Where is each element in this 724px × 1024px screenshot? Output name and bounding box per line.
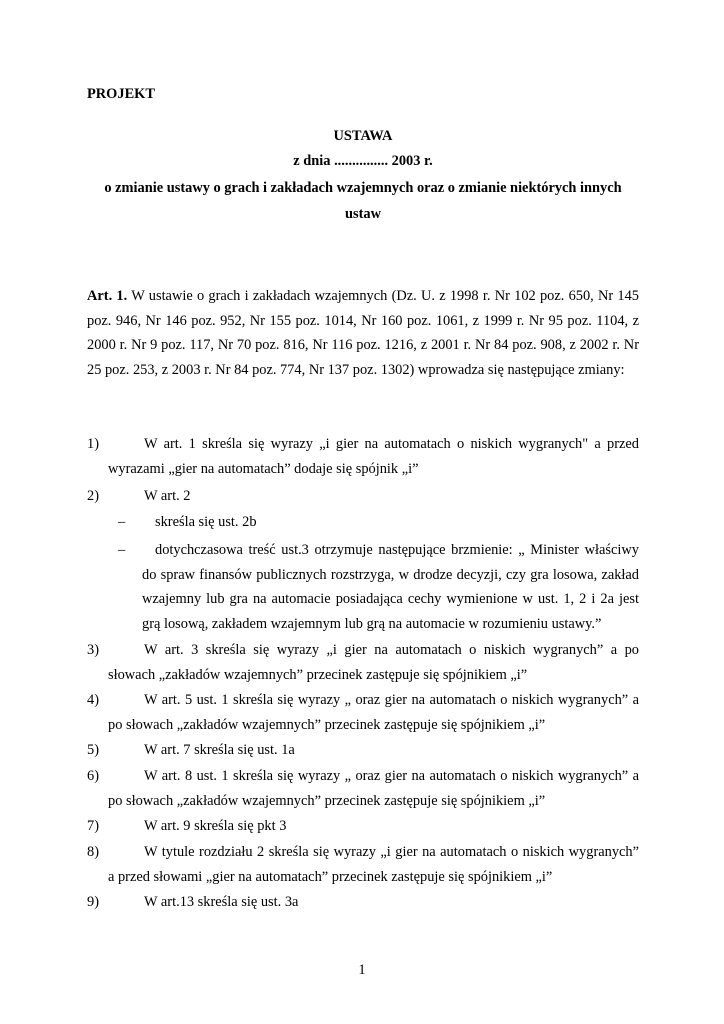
item-text-continued: po słowach „zakładów wzajemnych” przecinek zastępuje się spójnikiem „i” <box>108 792 546 809</box>
sub-item-text: skreśla się ust. 2b <box>155 514 257 530</box>
sub-item-text-continued: wzajemny lub gra na automacie posiadająca cechy wymienione w ust. 1, 2 i 2a jest <box>142 591 639 608</box>
item-text-continued: po słowach „zakładów wzajemnych” przecinek zastępuje się spójnikiem „i” <box>108 716 546 733</box>
item-number: 4) <box>87 692 99 708</box>
item-number: 9) <box>87 894 99 910</box>
dash-marker: – <box>118 514 126 530</box>
dash-marker: – <box>118 542 126 558</box>
item-text: W art. 2 <box>144 488 191 504</box>
list-item <box>87 840 639 889</box>
sub-list-item <box>118 510 639 535</box>
document-subtitle-line1: o zmianie ustawy o grach i zakładach wzajemnych oraz o zmianie niektórych innych <box>104 180 622 196</box>
sub-item-text-continued: do spraw finansów publicznych rozstrzyga, w drodze decyzji, czy gra losowa, zakład <box>142 566 639 583</box>
item-text: W art. 9 skreśla się pkt 3 <box>144 818 287 834</box>
list-item <box>87 764 639 813</box>
item-number: 2) <box>87 488 99 504</box>
document-date: z dnia ............... 2003 r. <box>293 153 433 169</box>
item-text: W art. 7 skreśla się ust. 1a <box>144 742 295 758</box>
page-number: 1 <box>358 962 366 978</box>
article-1-text: W ustawie o grach i zakładach wzajemnych (Dz. U. z 1998 r. Nr 102 poz. 650, Nr 145 poz. 946, Nr 146 poz. 952, Nr 155 poz. 1014, Nr 160 poz. 1061, z 1999 r. Nr 95 poz. 1104, z 2000 r. Nr 9 poz. 117, Nr 70 poz. 816, Nr 116 poz. 1216, z 2001 r. Nr 84 poz. 908, z 2002 r. Nr 25 poz. 253, z 2003 r. Nr 84 poz. 774, Nr 137 poz. 1302) wprowadza się następujące zmiany: <box>87 288 640 378</box>
sub-item-text: dotychczasowa treść ust.3 otrzymuje następujące brzmienie: „ Minister właściwy <box>155 542 639 558</box>
list-item <box>87 484 639 509</box>
item-number: 1) <box>87 436 99 452</box>
list-item <box>87 890 639 915</box>
list-item <box>87 638 639 687</box>
item-number: 5) <box>87 742 99 758</box>
list-item <box>87 688 639 737</box>
item-text: W art. 8 ust. 1 skreśla się wyrazy „ oraz gier na automatach o niskich wygranych” a <box>144 768 639 784</box>
list-item <box>87 738 639 763</box>
document-subtitle-line2: ustaw <box>345 206 381 222</box>
item-text: W art. 3 skreśla się wyrazy „i gier na automatach o niskich wygranych” a po <box>144 642 639 658</box>
item-text: W art.13 skreśla się ust. 3a <box>144 894 299 910</box>
article-1 <box>87 284 639 382</box>
item-number: 6) <box>87 768 99 784</box>
list-item <box>87 814 639 839</box>
draft-label: PROJEKT <box>87 86 155 102</box>
document-title: USTAWA <box>333 128 393 144</box>
item-number: 7) <box>87 818 99 834</box>
item-number: 3) <box>87 642 99 658</box>
item-text-continued: wyrazami „gier na automatach” dodaje się spójnik „i” <box>108 460 419 477</box>
sub-item-text-continued: grą losową, zakładem wzajemnym lub grą na automacie w rozumieniu ustawy.” <box>142 615 602 632</box>
item-text: W tytule rozdziału 2 skreśla się wyrazy „i gier na automatach o niskich wygranych” <box>144 844 639 860</box>
list-item <box>87 432 639 481</box>
item-text: W art. 1 skreśla się wyrazy „i gier na automatach o niskich wygranych" a przed <box>144 436 639 452</box>
article-1-heading: Art. 1. <box>87 288 128 304</box>
sub-list-item <box>118 538 639 636</box>
item-text: W art. 5 ust. 1 skreśla się wyrazy „ oraz gier na automatach o niskich wygranych” a <box>144 692 639 708</box>
item-text-continued: a przed słowami „gier na automatach” przecinek zastępuje się spójnikiem „i” <box>108 868 553 885</box>
item-number: 8) <box>87 844 99 860</box>
item-text-continued: słowach „zakładów wzajemnych” przecinek zastępuje się spójnikiem „i” <box>108 666 528 683</box>
